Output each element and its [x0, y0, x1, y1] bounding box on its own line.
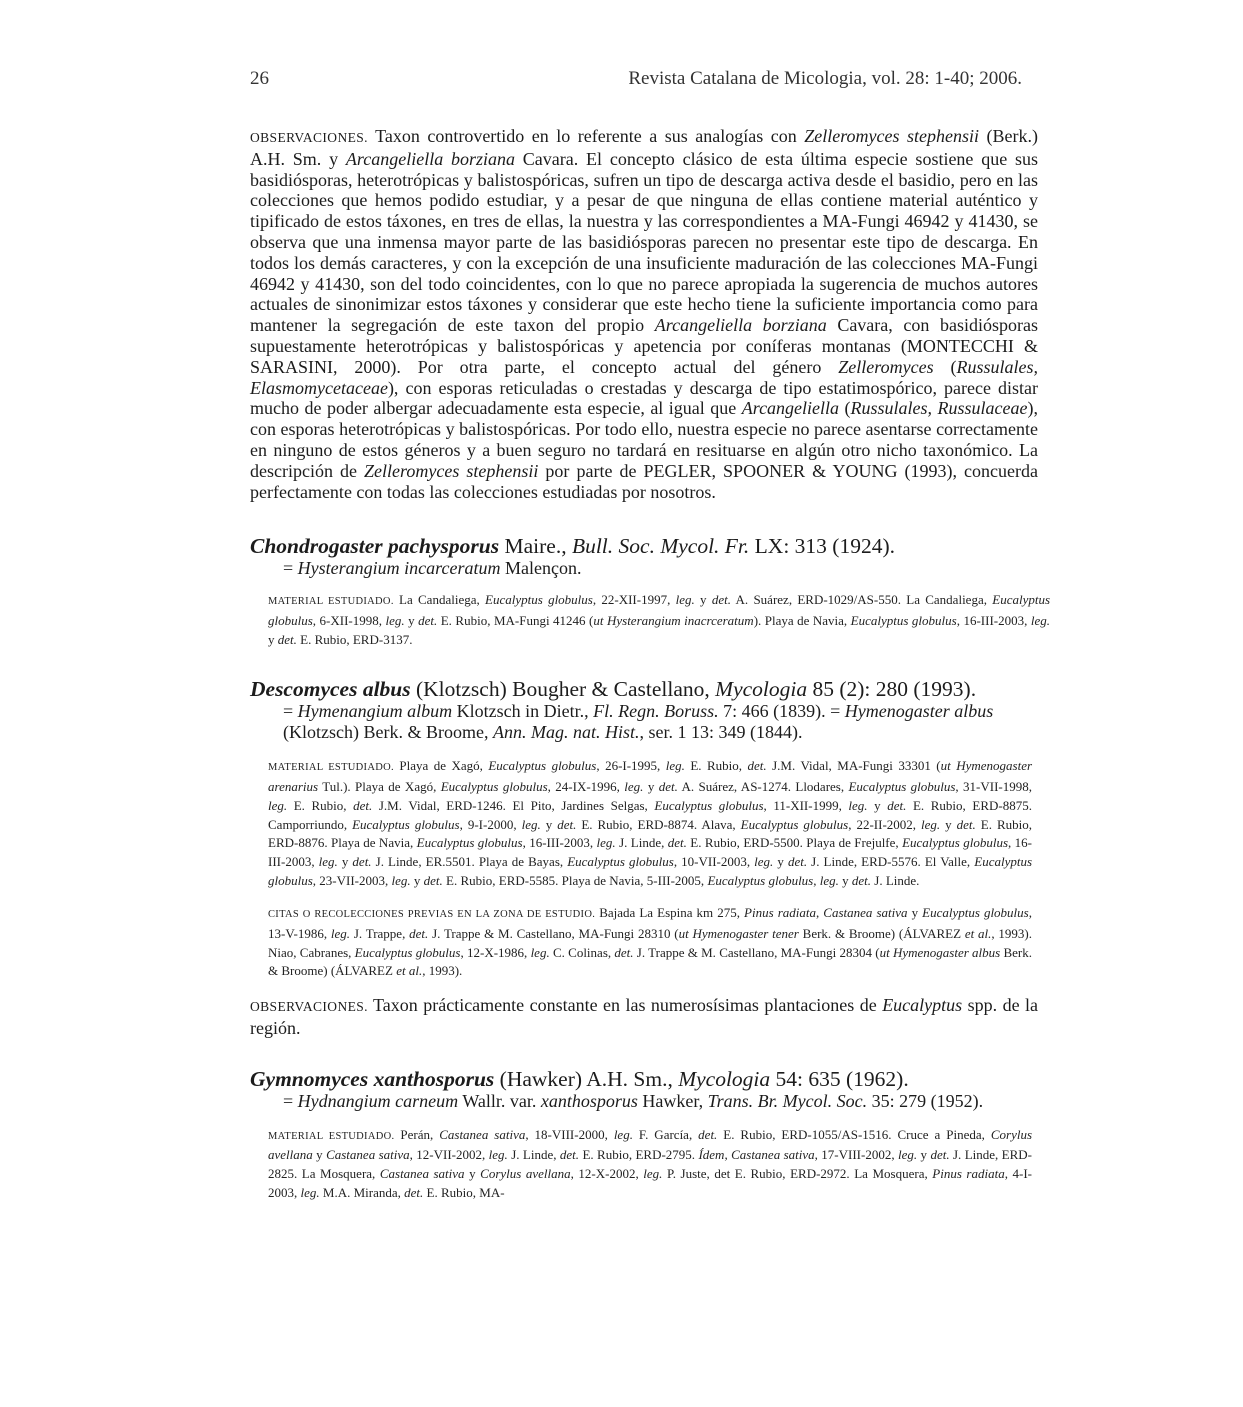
- species-entry-descomyces: [250, 677, 1050, 1038]
- species-entry-chondrogaster: [250, 534, 1050, 649]
- synonym-line: = Hymenangium album Klotzsch in Dietr., Fl. Regn. Boruss. 7: 466 (1839). = Hymenogaster albus (Klotzsch) Berk. & Broome, Ann. Mag. nat. Hist., ser. 1 13: 349 (1844).: [283, 701, 994, 743]
- synonym-line: = Hysterangium incarceratum Malençon.: [283, 558, 582, 579]
- main-column: [250, 126, 1050, 1203]
- observaciones-paragraph: OBSERVACIONES. Taxon prácticamente constante en las numerosísimas plantaciones de Eucalyptus spp. de la región.: [250, 995, 1038, 1038]
- material-studied: MATERIAL ESTUDIADO. La Candaliega, Eucalyptus globulus, 22-XII-1997, leg. y det. A. Suárez, ERD-1029/AS-550. La Candaliega, Eucalyptus globulus, 6-XII-1998, leg. y det. E. Rubio, MA-Fungi 41246 (ut Hysterangium inacrceratum). Playa de Navia, Eucalyptus globulus, 16-III-2003, leg. y det. E. Rubio, ERD-3137.: [268, 592, 1051, 647]
- observaciones-paragraph: OBSERVACIONES. Taxon controvertido en lo referente a sus analogías con Zelleromyces stephensii (Berk.) A.H. Sm. y Arcangeliella borziana Cavara. El concepto clásico de esta última especie sostiene que sus basidiósporas, heterotrópicas y balistospóricas, sufren un tipo de descarga activa desde el basidio, pero en las colecciones que hemos podido estudiar, y a pesar de que ninguna de ellas contiene material auténtico y tipificado de estos táxones, en tres de ellas, la nuestra y las correspondientes a MA-Fungi 46942 y 41430, se observa que una inmensa mayor parte de las basidiósporas parecen no presentar este tipo de descarga. En todos los demás caracteres, y con la excepción de una insuficiente maduración de las colecciones MA-Fungi 46942 y 41430, son del todo coincidentes, con lo que no parece apropiada la sugerencia de muchos autores actuales de sinonimizar estos táxones y considerar que este hecho tiene la suficiente importancia como para mantener la segregación de este taxon del propio Arcangeliella borziana Cavara, con basidiósporas supuestamente heterotrópicas y balistospóricas y apetencia por coníferas montanas (MONTECCHI & SARASINI, 2000). Por otra parte, el concepto actual del género Zelleromyces (Russulales, Elasmomycetaceae), con esporas reticuladas o crestadas y descarga de tipo estatimospórico, parece distar mucho de poder albergar adecuadamente esta especie, al igual que Arcangeliella (Russulales, Russulaceae), con esporas heterotrópicas y balistospóricas. Por todo ello, nuestra especie no parece asentarse correctamente en ninguno de estos géneros y a buen seguro no tardará en resituarse en algún otro nicho taxonómico. La descripción de Zelleromyces stephensii por parte de PEGLER, SPOONER & YOUNG (1993), concuerda perfectamente con todas las colecciones estudiadas por nosotros.: [250, 126, 1039, 502]
- journal-citation: Revista Catalana de Micologia, vol. 28: 1-40; 2006.: [628, 68, 1022, 89]
- synonym-line: = Hydnangium carneum Wallr. var. xanthosporus Hawker, Trans. Br. Mycol. Soc. 35: 279 (1952).: [283, 1090, 984, 1111]
- material-studied: MATERIAL ESTUDIADO. Perán, Castanea sativa, 18-VIII-2000, leg. F. García, det. E. Rubio, ERD-1055/AS-1516. Cruce a Pineda, Corylus avellana y Castanea sativa, 12-VII-2002, leg. J. Linde, det. E. Rubio, ERD-2795. Ídem, Castanea sativa, 17-VIII-2002, leg. y det. J. Linde, ERD-2825. La Mosquera, Castanea sativa y Corylus avellana, 12-X-2002, leg. P. Juste, det E. Rubio, ERD-2972. La Mosquera, Pinus radiata, 4-I-2003, leg. M.A. Miranda, det. E. Rubio, MA-: [268, 1126, 1033, 1200]
- running-header: [250, 68, 1022, 94]
- species-entry-gymnomyces: [250, 1067, 1050, 1203]
- species-heading: Gymnomyces xanthosporus (Hawker) A.H. Sm., Mycologia 54: 635 (1962).: [250, 1066, 909, 1091]
- page-number: 26: [250, 68, 269, 89]
- species-heading: Descomyces albus (Klotzsch) Bougher & Castellano, Mycologia 85 (2): 280 (1993).: [250, 677, 977, 702]
- species-heading: Chondrogaster pachysporus Maire., Bull. Soc. Mycol. Fr. LX: 313 (1924).: [250, 534, 895, 559]
- previous-records: CITAS O RECOLECCIONES PREVIAS EN LA ZONA DE ESTUDIO. Bajada La Espina km 275, Pinus radiata, Castanea sativa y Eucalyptus globulus, 13-V-1986, leg. J. Trappe, det. J. Trappe & M. Castellano, MA-Fungi 28310 (ut Hymenogaster tener Berk. & Broome) (ÁLVAREZ et al., 1993). Niao, Cabranes, Eucalyptus globulus, 12-X-1986, leg. C. Colinas, det. J. Trappe & M. Castellano, MA-Fungi 28304 (ut Hymenogaster albus Berk. & Broome) (ÁLVAREZ et al., 1993).: [268, 905, 1033, 979]
- material-studied: MATERIAL ESTUDIADO. Playa de Xagó, Eucalyptus globulus, 26-I-1995, leg. E. Rubio, det. J.M. Vidal, MA-Fungi 33301 (ut Hymenogaster arenarius Tul.). Playa de Xagó, Eucalyptus globulus, 24-IX-1996, leg. y det. A. Suárez, AS-1274. Llodares, Eucalyptus globulus, 31-VII-1998, leg. E. Rubio, det. J.M. Vidal, ERD-1246. El Pito, Jardines Selgas, Eucalyptus globulus, 11-XII-1999, leg. y det. E. Rubio, ERD-8875. Camporriundo, Eucalyptus globulus, 9-I-2000, leg. y det. E. Rubio, ERD-8874. Alava, Eucalyptus globulus, 22-II-2002, leg. y det. E. Rubio, ERD-8876. Playa de Navia, Eucalyptus globulus, 16-III-2003, leg. J. Linde, det. E. Rubio, ERD-5500. Playa de Frejulfe, Eucalyptus globulus, 16-III-2003, leg. y det. J. Linde, ER.5501. Playa de Bayas, Eucalyptus globulus, 10-VII-2003, leg. y det. J. Linde, ERD-5576. El Valle, Eucalyptus globulus, 23-VII-2003, leg. y det. E. Rubio, ERD-5585. Playa de Navia, 5-III-2005, Eucalyptus globulus, leg. y det. J. Linde.: [268, 758, 1033, 888]
- observaciones-label: OBSERVACIONES.: [250, 130, 368, 145]
